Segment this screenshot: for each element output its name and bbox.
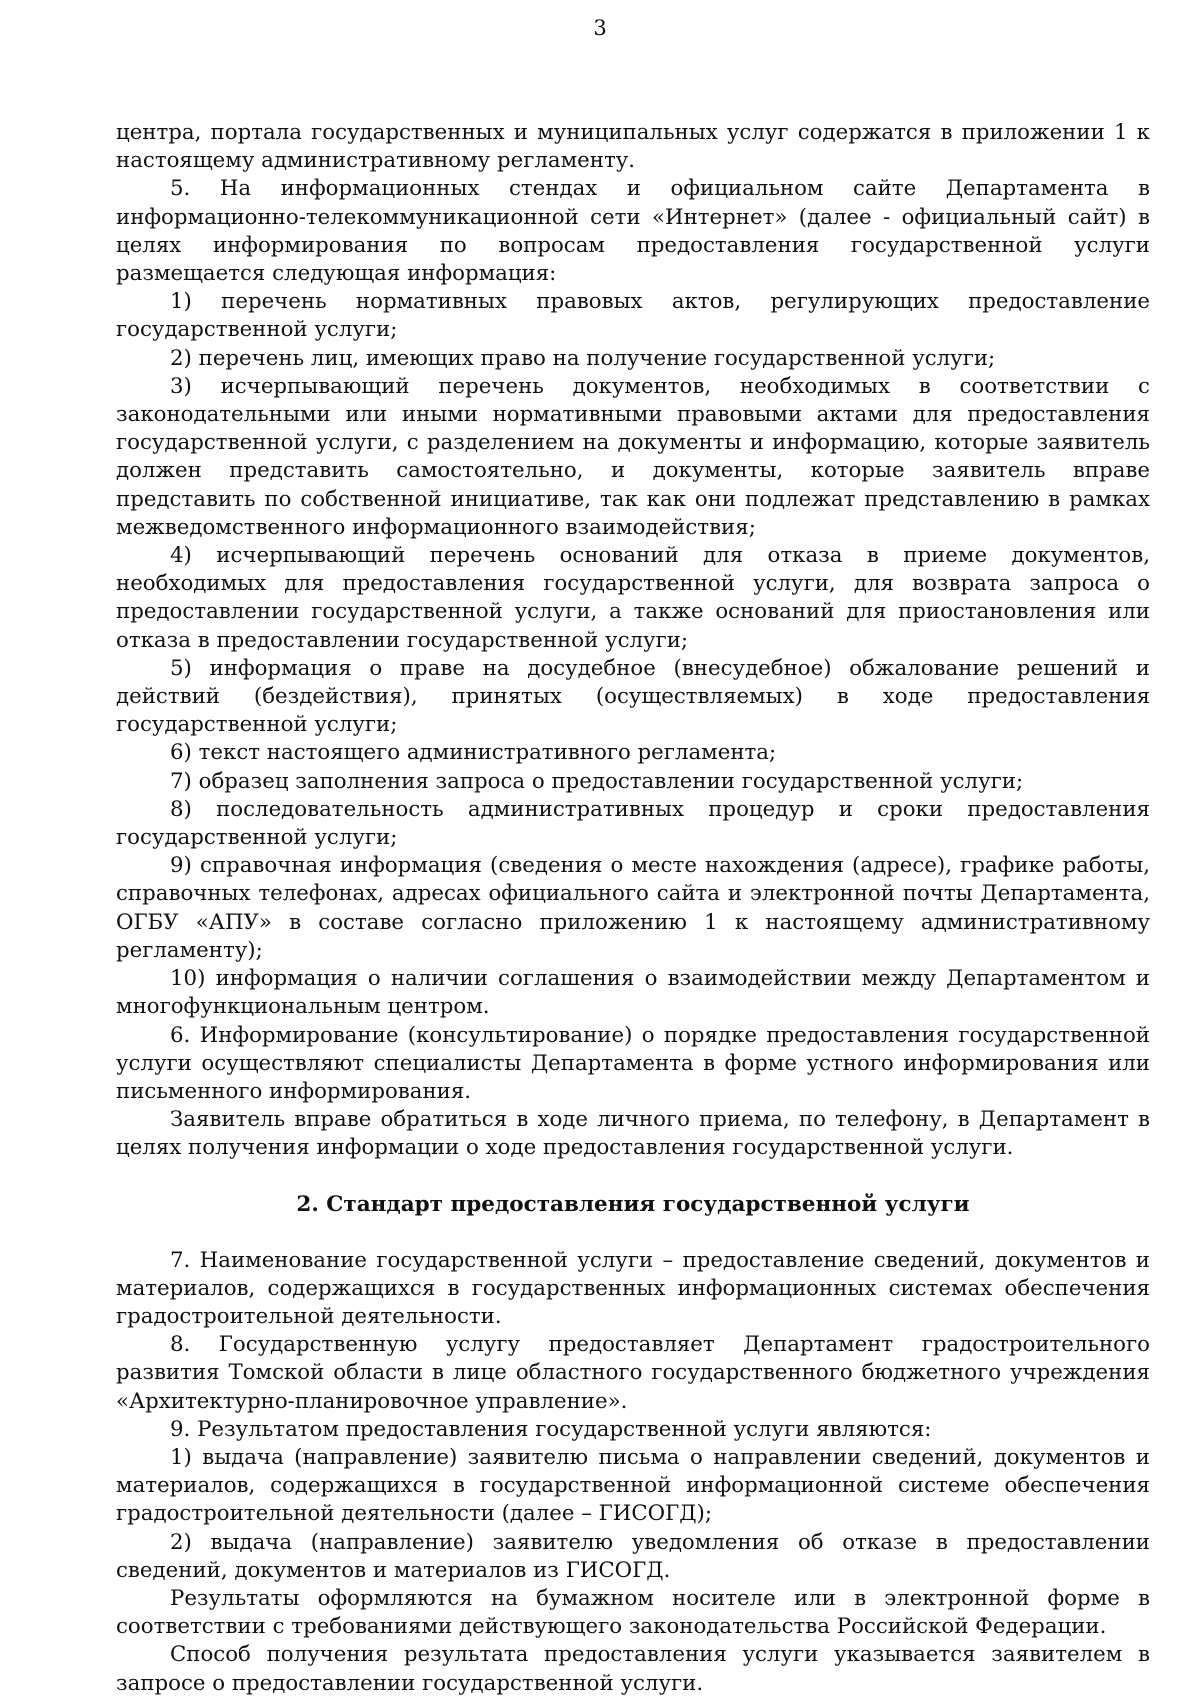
list-item: 1) перечень нормативных правовых актов, регулирующих предоставление государственной услуги; [116,289,1150,343]
paragraph: 9. Результатом предоставления государственной услуги являются: [170,1416,932,1442]
list-item: 1) выдача (направление) заявителю письма о направлении сведений, документов и материалов, содержащихся в государственной информационной системе обеспечения градостроительной деятельности (далее – ГИСОГД); [116,1444,1150,1527]
document-body [116,119,1150,1698]
list-item: 8) последовательность административных процедур и сроки предоставления государственной услуги; [116,796,1150,851]
list-item: 5) информация о праве на досудебное (внесудебное) обжалование решений и действий (бездействия), принятых (осуществляемых) в ходе предоставления государственной услуги; [116,655,1150,738]
page-number: 3 [593,16,607,40]
list-item: 10) информация о наличии соглашения о взаимодействии между Департаментом и многофункциональным центром. [116,966,1150,1020]
paragraph: Заявитель вправе обратиться в ходе личного приема, по телефону, в Департамент в целях получения информации о ходе предоставления государственной услуги. [116,1107,1150,1161]
paragraph: центра, портала государственных и муниципальных услуг содержатся в приложении 1 к настоящему административному регламенту. [116,120,1150,174]
list-item: 3) исчерпывающий перечень документов, необходимых в соответствии с законодательными или иными нормативными правовыми актами для предоставления государственной услуги, с разделением на документы и информацию, которые заявитель должен представить самостоятельно, и документы, которые заявитель вправе представить по собственной инициативе, так как они подлежат представлению в рамках межведомственного информационного взаимодействия; [116,373,1150,540]
list-item: 9) справочная информация (сведения о месте нахождения (адресе), графике работы, справочных телефонах, адресах официального сайта и электронной почты Департамента, ОГБУ «АПУ» в составе согласно приложению 1 к настоящему административному регламенту); [116,853,1150,963]
list-item: 6) текст настоящего административного регламента; [170,740,777,766]
list-item: 2) выдача (направление) заявителю уведомления об отказе в предоставлении сведений, документов и материалов из ГИСОГД. [116,1529,1150,1583]
list-item: 4) исчерпывающий перечень оснований для отказа в приеме документов, необходимых для предоставления государственной услуги, для возврата запроса о предоставлении государственной услуги, а также оснований для приостановления или отказа в предоставлении государственной услуги; [116,543,1150,653]
list-item: 2) перечень лиц, имеющих право на получение государственной услуги; [170,345,996,371]
paragraph: 8. Государственную услугу предоставляет Департамент градостроительного развития Томской области в лице областного государственного бюджетного учреждения «Архитектурно-планировочное управление». [116,1332,1150,1414]
paragraph: 7. Наименование государственной услуги – предоставление сведений, документов и материалов, содержащихся в государственных информационных системах обеспечения градостроительной деятельности. [116,1247,1150,1329]
paragraph: 5. На информационных стендах и официальном сайте Департамента в информационно-телекоммуникационной сети «Интернет» (далее - официальный сайт) в целях информирования по вопросам предоставления государственной услуги размещается следующая информация: [116,176,1150,287]
paragraph: Результаты оформляются на бумажном носителе или в электронной форме в соответствии с требованиями действующего законодательства Российской Федерации. [116,1585,1150,1640]
paragraph: 6. Информирование (консультирование) о порядке предоставления государственной услуги осуществляют специалисты Департамента в форме устного информирования или письменного информирования. [116,1022,1150,1104]
section-heading: 2. Стандарт предоставления государственной услуги [296,1191,970,1217]
list-item: 7) образец заполнения запроса о предоставлении государственной услуги; [170,768,1024,794]
paragraph: Способ получения результата предоставления услуги указывается заявителем в запросе о предоставлении государственной услуги. [116,1642,1150,1696]
